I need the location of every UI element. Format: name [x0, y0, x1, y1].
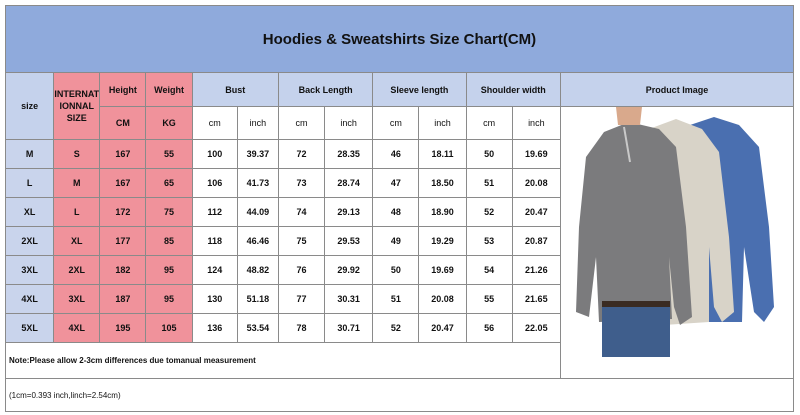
height-cell: 172: [100, 198, 146, 227]
header-height: Height: [100, 73, 146, 107]
unit-bust-cm: cm: [192, 107, 237, 140]
back-inch-cell: 28.74: [325, 169, 373, 198]
intl-size-cell: 4XL: [54, 314, 100, 343]
height-cell: 187: [100, 285, 146, 314]
belt: [602, 301, 670, 307]
sleeve-cm-cell: 48: [373, 198, 419, 227]
size-cell: 5XL: [6, 314, 54, 343]
back-inch-cell: 28.35: [325, 140, 373, 169]
sleeve-inch-cell: 19.69: [419, 256, 466, 285]
bust-inch-cell: 53.54: [237, 314, 278, 343]
sleeve-cm-cell: 52: [373, 314, 419, 343]
bust-inch-cell: 48.82: [237, 256, 278, 285]
shoulder-cm-cell: 55: [466, 285, 512, 314]
intl-size-cell: S: [54, 140, 100, 169]
shoulder-inch-cell: 20.47: [512, 198, 560, 227]
back-inch-cell: 29.92: [325, 256, 373, 285]
shoulder-inch-cell: 20.08: [512, 169, 560, 198]
header-international-size: INTERNAT IONNAL SIZE: [54, 73, 100, 140]
intl-size-cell: L: [54, 198, 100, 227]
bust-inch-cell: 51.18: [237, 285, 278, 314]
back-cm-cell: 73: [278, 169, 324, 198]
intl-size-cell: 2XL: [54, 256, 100, 285]
shoulder-inch-cell: 21.26: [512, 256, 560, 285]
sleeve-cm-cell: 47: [373, 169, 419, 198]
bust-cm-cell: 130: [192, 285, 237, 314]
weight-cell: 95: [146, 285, 192, 314]
shoulder-inch-cell: 22.05: [512, 314, 560, 343]
intl-size-cell: XL: [54, 227, 100, 256]
weight-cell: 55: [146, 140, 192, 169]
sleeve-inch-cell: 18.50: [419, 169, 466, 198]
shoulder-inch-cell: 20.87: [512, 227, 560, 256]
weight-cell: 65: [146, 169, 192, 198]
bust-inch-cell: 41.73: [237, 169, 278, 198]
weight-cell: 95: [146, 256, 192, 285]
back-inch-cell: 29.13: [325, 198, 373, 227]
bust-inch-cell: 46.46: [237, 227, 278, 256]
height-cell: 195: [100, 314, 146, 343]
bust-cm-cell: 112: [192, 198, 237, 227]
shoulder-cm-cell: 51: [466, 169, 512, 198]
bust-cm-cell: 100: [192, 140, 237, 169]
unit-shoulder-cm: cm: [466, 107, 512, 140]
sleeve-inch-cell: 20.08: [419, 285, 466, 314]
height-cell: 167: [100, 140, 146, 169]
size-cell: XL: [6, 198, 54, 227]
note-text: Note:Please allow 2-3cm differences due tomanual measurement: [6, 343, 561, 379]
height-cell: 167: [100, 169, 146, 198]
sleeve-inch-cell: 19.29: [419, 227, 466, 256]
header-bust: Bust: [192, 73, 278, 107]
size-cell: 4XL: [6, 285, 54, 314]
size-cell: M: [6, 140, 54, 169]
sleeve-inch-cell: 18.90: [419, 198, 466, 227]
bust-cm-cell: 124: [192, 256, 237, 285]
weight-cell: 105: [146, 314, 192, 343]
intl-size-cell: M: [54, 169, 100, 198]
shoulder-cm-cell: 54: [466, 256, 512, 285]
header-back-length: Back Length: [278, 73, 372, 107]
header-size: size: [6, 73, 54, 140]
bust-inch-cell: 39.37: [237, 140, 278, 169]
weight-cell: 75: [146, 198, 192, 227]
unit-sleeve-cm: cm: [373, 107, 419, 140]
unit-back-inch: inch: [325, 107, 373, 140]
bust-cm-cell: 106: [192, 169, 237, 198]
header-weight: Weight: [146, 73, 192, 107]
sleeve-cm-cell: 46: [373, 140, 419, 169]
product-image: [560, 107, 793, 379]
height-cell: 177: [100, 227, 146, 256]
unit-weight: KG: [146, 107, 192, 140]
sleeve-inch-cell: 20.47: [419, 314, 466, 343]
sweatshirt-photo-icon: [564, 107, 790, 357]
header-sleeve-length: Sleeve length: [373, 73, 466, 107]
back-inch-cell: 30.71: [325, 314, 373, 343]
size-cell: 2XL: [6, 227, 54, 256]
back-cm-cell: 75: [278, 227, 324, 256]
shoulder-cm-cell: 50: [466, 140, 512, 169]
size-chart-table: [5, 5, 794, 412]
header-product-image: Product Image: [560, 73, 793, 107]
unit-back-cm: cm: [278, 107, 324, 140]
grey-sweater: [576, 122, 692, 325]
back-cm-cell: 77: [278, 285, 324, 314]
unit-sleeve-inch: inch: [419, 107, 466, 140]
size-cell: 3XL: [6, 256, 54, 285]
weight-cell: 85: [146, 227, 192, 256]
sleeve-cm-cell: 50: [373, 256, 419, 285]
shoulder-inch-cell: 19.69: [512, 140, 560, 169]
unit-bust-inch: inch: [237, 107, 278, 140]
back-cm-cell: 76: [278, 256, 324, 285]
sleeve-cm-cell: 49: [373, 227, 419, 256]
neck: [616, 107, 642, 125]
sleeve-cm-cell: 51: [373, 285, 419, 314]
bust-cm-cell: 118: [192, 227, 237, 256]
size-cell: L: [6, 169, 54, 198]
chart-title: Hoodies & Sweatshirts Size Chart(CM): [6, 6, 794, 73]
back-cm-cell: 78: [278, 314, 324, 343]
back-cm-cell: 74: [278, 198, 324, 227]
shoulder-inch-cell: 21.65: [512, 285, 560, 314]
bust-inch-cell: 44.09: [237, 198, 278, 227]
bust-cm-cell: 136: [192, 314, 237, 343]
shoulder-cm-cell: 53: [466, 227, 512, 256]
intl-size-cell: 3XL: [54, 285, 100, 314]
conversion-text: (1cm=0.393 inch,linch=2.54cm): [6, 379, 794, 412]
unit-height: CM: [100, 107, 146, 140]
sleeve-inch-cell: 18.11: [419, 140, 466, 169]
jeans: [602, 303, 670, 357]
header-shoulder-width: Shoulder width: [466, 73, 560, 107]
shoulder-cm-cell: 56: [466, 314, 512, 343]
back-inch-cell: 30.31: [325, 285, 373, 314]
unit-shoulder-inch: inch: [512, 107, 560, 140]
height-cell: 182: [100, 256, 146, 285]
back-cm-cell: 72: [278, 140, 324, 169]
back-inch-cell: 29.53: [325, 227, 373, 256]
shoulder-cm-cell: 52: [466, 198, 512, 227]
